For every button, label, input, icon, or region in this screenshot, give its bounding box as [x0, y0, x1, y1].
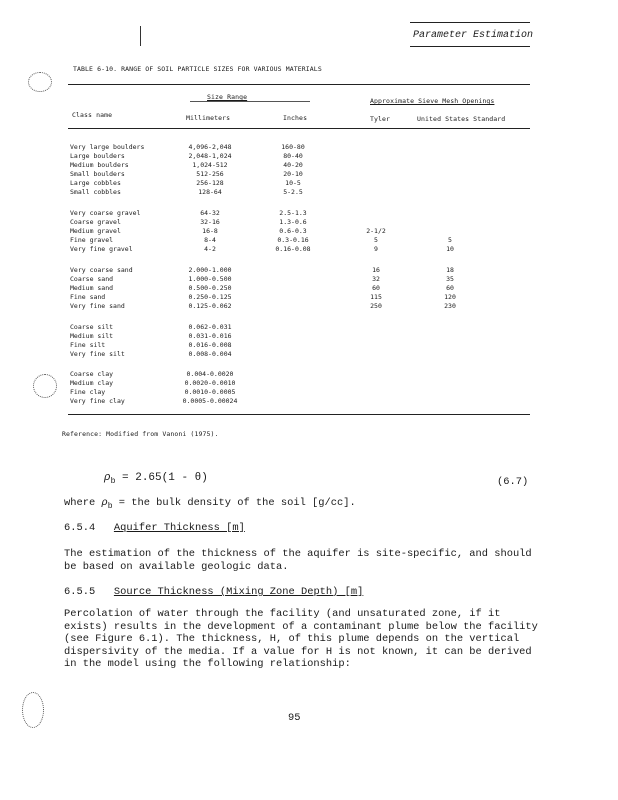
- table-cell-class-name: Coarse silt: [70, 323, 114, 331]
- table-cell-millimeters: 1,024-512: [192, 161, 228, 169]
- table-cell-millimeters: 8-4: [204, 236, 216, 244]
- table-cell-millimeters: 0.008-0.004: [188, 350, 232, 358]
- table-cell-class-name: Medium clay: [70, 379, 114, 387]
- table-bottom-rule: [68, 414, 530, 415]
- table-cell-class-name: Fine gravel: [70, 236, 114, 244]
- table-cell-inches: 80-40: [283, 152, 303, 160]
- col-tyler: Tyler: [370, 115, 391, 123]
- equation-number: (6.7): [497, 476, 529, 488]
- table-cell-tyler: 5: [374, 236, 378, 244]
- table-reference: Reference: Modified from Vanoni (1975).: [62, 430, 219, 438]
- section-6-5-5-title: Source Thickness (Mixing Zone Depth) [m]: [113, 586, 364, 598]
- table-cell-inches: 20-10: [283, 170, 303, 178]
- table-cell-us-standard: 230: [444, 302, 456, 310]
- section-6-5-5-number: 6.5.5: [64, 586, 96, 598]
- table-cell-millimeters: 0.0010-0.0005: [184, 388, 236, 396]
- table-cell-tyler: 16: [372, 266, 380, 274]
- table-top-rule: [68, 84, 530, 85]
- table-cell-tyler: 250: [370, 302, 382, 310]
- col-us-standard: United States Standard: [417, 115, 506, 123]
- table-cell-inches: 0.3-0.16: [277, 236, 309, 244]
- table-cell-millimeters: 32-16: [200, 218, 220, 226]
- size-range-rule: [190, 101, 310, 102]
- header-rule-top: [410, 22, 530, 23]
- table-cell-millimeters: 2,048-1,024: [188, 152, 232, 160]
- table-cell-tyler: 2-1/2: [366, 227, 386, 235]
- table-cell-class-name: Very coarse sand: [70, 266, 133, 274]
- table-header-rule: [68, 128, 530, 129]
- table-cell-inches: 5-2.5: [283, 188, 303, 196]
- table-cell-millimeters: 0.0005-0.00024: [182, 397, 238, 405]
- table-cell-millimeters: 128-64: [198, 188, 222, 196]
- section-6-5-4-number: 6.5.4: [64, 522, 96, 534]
- section-6-5-4-title: Aquifer Thickness [m]: [113, 522, 245, 534]
- table-cell-inches: 40-20: [283, 161, 303, 169]
- table-cell-millimeters: 0.016-0.008: [188, 341, 232, 349]
- table-cell-tyler: 9: [374, 245, 378, 253]
- table-cell-class-name: Fine silt: [70, 341, 106, 349]
- table-cell-millimeters: 0.004-0.0020: [186, 370, 234, 378]
- table-cell-millimeters: 0.031-0.016: [188, 332, 232, 340]
- table-cell-millimeters: 1.000-0.500: [188, 275, 232, 283]
- table-cell-us-standard: 120: [444, 293, 456, 301]
- equation-rhs: = 2.65(1 - θ): [122, 472, 208, 484]
- where-definition: = the bulk density of the soil [g/cc].: [118, 497, 356, 509]
- table-cell-tyler: 115: [370, 293, 382, 301]
- table-cell-tyler: 60: [372, 284, 380, 292]
- section-6-5-4-heading: [64, 522, 245, 535]
- table-cell-inches: 10-5: [285, 179, 301, 187]
- header-rule-bottom: [410, 46, 530, 47]
- section-6-5-4-paragraph: The estimation of the thickness of the aquifer is site-specific, and should be based on available geologic data.: [64, 548, 532, 573]
- table-cell-class-name: Medium sand: [70, 284, 114, 292]
- table-cell-class-name: Small boulders: [70, 170, 125, 178]
- table-cell-us-standard: 60: [446, 284, 454, 292]
- scan-artifact-3: [22, 692, 44, 728]
- table-cell-us-standard: 35: [446, 275, 454, 283]
- table-cell-millimeters: 512-256: [196, 170, 224, 178]
- table-cell-us-standard: 18: [446, 266, 454, 274]
- where-line: [64, 497, 356, 514]
- equation-rho: ρ: [104, 472, 111, 484]
- table-cell-class-name: Very large boulders: [70, 143, 145, 151]
- equation-rho-sub: b: [110, 477, 116, 487]
- where-rho-sub: b: [107, 502, 113, 512]
- col-class-name: Class name: [72, 111, 113, 119]
- page-number: 95: [288, 712, 301, 724]
- table-cell-class-name: Small cobbles: [70, 188, 121, 196]
- table-cell-inches: 1.3-0.6: [279, 218, 307, 226]
- table-cell-class-name: Very coarse gravel: [70, 209, 141, 217]
- table-cell-class-name: Large boulders: [70, 152, 125, 160]
- table-cell-class-name: Coarse clay: [70, 370, 114, 378]
- table-cell-millimeters: 4-2: [204, 245, 216, 253]
- table-cell-millimeters: 0.062-0.031: [188, 323, 232, 331]
- table-cell-millimeters: 16-8: [202, 227, 218, 235]
- table-cell-class-name: Coarse sand: [70, 275, 114, 283]
- table-cell-millimeters: 0.125-0.062: [188, 302, 232, 310]
- equation-6-7: [104, 472, 208, 489]
- table-cell-us-standard: 5: [448, 236, 452, 244]
- group-sieve: Approximate Sieve Mesh Openings: [370, 97, 495, 105]
- table-cell-class-name: Medium silt: [70, 332, 114, 340]
- table-cell-inches: 0.6-0.3: [279, 227, 307, 235]
- section-6-5-5-paragraph: Percolation of water through the facility (and unsaturated zone, if it exists) results in the development of a contaminant plume below the facility (see Figure 6.1). The thickness, H, of this plume depends on the vertical dispersivity of the media. If a value for H is not known, it can be derived in the model using the following relationship:: [64, 608, 538, 671]
- table-cell-us-standard: 10: [446, 245, 454, 253]
- scan-artifact-1: [28, 72, 52, 92]
- table-cell-class-name: Medium gravel: [70, 227, 121, 235]
- scan-artifact-2: [33, 374, 57, 398]
- table-cell-millimeters: 0.250-0.125: [188, 293, 232, 301]
- binding-mark: [140, 26, 141, 46]
- section-6-5-5-heading: [64, 586, 363, 599]
- table-cell-millimeters: 4,096-2,048: [188, 143, 232, 151]
- table-cell-millimeters: 0.500-0.250: [188, 284, 232, 292]
- group-size-range: Size Range: [207, 93, 248, 101]
- where-word: where: [64, 497, 96, 509]
- table-cell-millimeters: 64-32: [200, 209, 220, 217]
- table-cell-class-name: Fine clay: [70, 388, 106, 396]
- table-cell-class-name: Fine sand: [70, 293, 106, 301]
- table-cell-class-name: Coarse gravel: [70, 218, 121, 226]
- table-cell-inches: 160-80: [281, 143, 305, 151]
- running-header: Parameter Estimation: [413, 30, 534, 41]
- col-millimeters: Millimeters: [186, 114, 231, 122]
- table-cell-millimeters: 2.000-1.000: [188, 266, 232, 274]
- table-cell-class-name: Very fine silt: [70, 350, 125, 358]
- table-cell-tyler: 32: [372, 275, 380, 283]
- table-cell-class-name: Large cobbles: [70, 179, 121, 187]
- table-cell-millimeters: 0.0020-0.0010: [184, 379, 236, 387]
- table-cell-inches: 0.16-0.08: [275, 245, 311, 253]
- table-cell-millimeters: 256-128: [196, 179, 224, 187]
- table-cell-inches: 2.5-1.3: [279, 209, 307, 217]
- table-cell-class-name: Very fine sand: [70, 302, 125, 310]
- table-cell-class-name: Very fine clay: [70, 397, 125, 405]
- col-inches: Inches: [283, 114, 308, 122]
- where-rho: ρ: [101, 497, 108, 509]
- table-cell-class-name: Medium boulders: [70, 161, 129, 169]
- table-cell-class-name: Very fine gravel: [70, 245, 133, 253]
- table-caption: TABLE 6-10. RANGE OF SOIL PARTICLE SIZES FOR VARIOUS MATERIALS: [73, 65, 322, 73]
